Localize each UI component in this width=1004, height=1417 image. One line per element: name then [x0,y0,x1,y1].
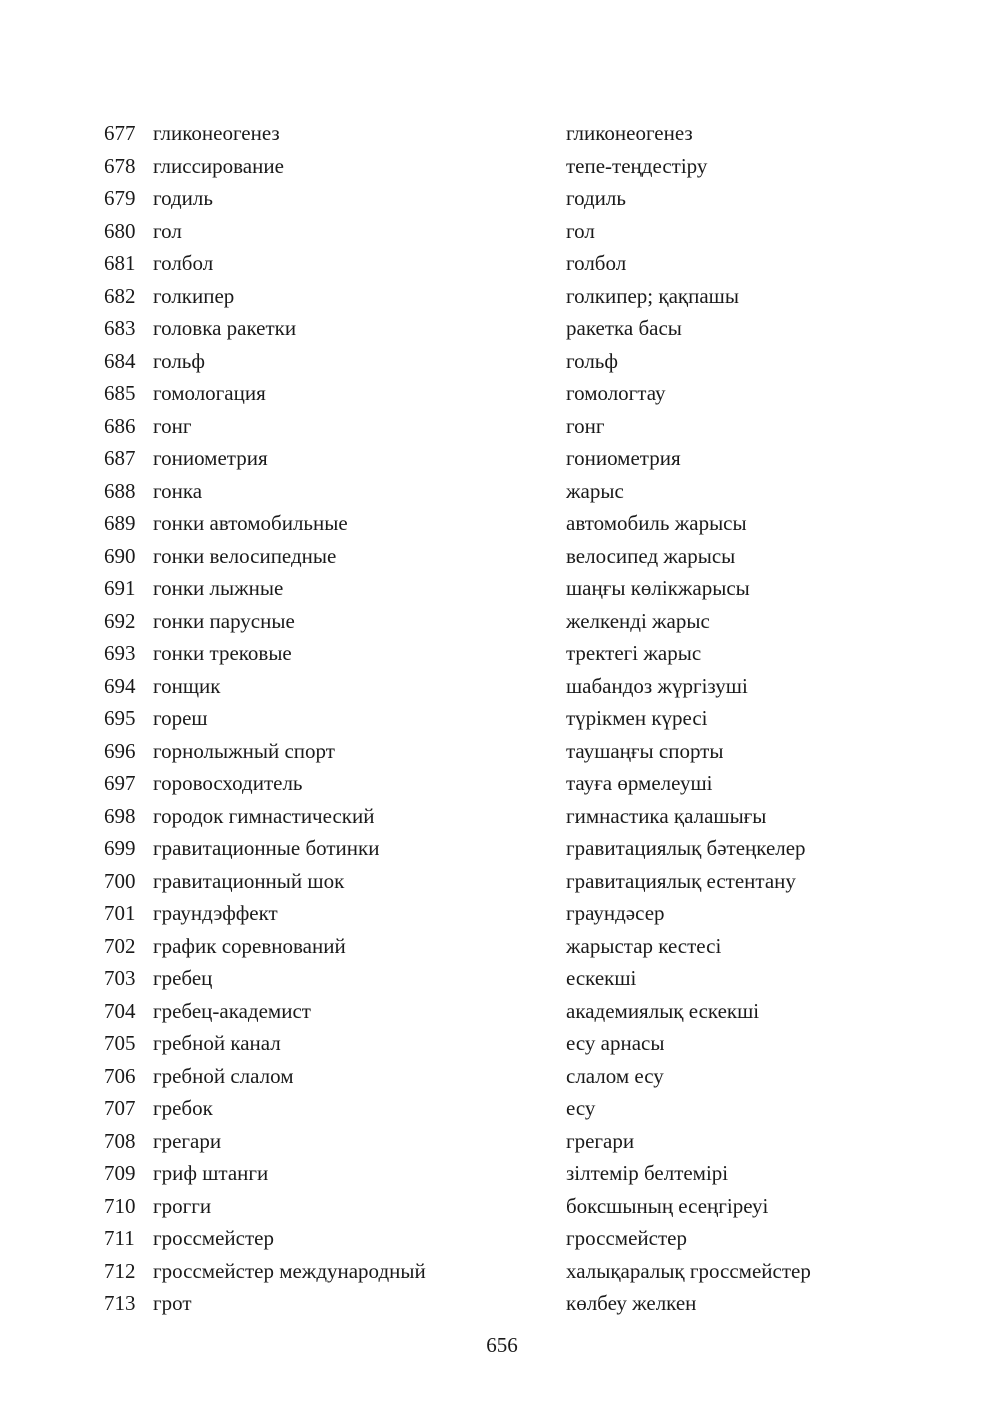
kazakh-term: автомобиль жарысы [566,511,747,535]
entry-number: 709 [104,1161,136,1185]
kazakh-term: жарыс [566,478,624,503]
glossary-row [104,670,904,703]
entry-number: 694 [104,673,136,698]
kazakh-term: гроссмейстер [566,1226,687,1250]
glossary-row [104,1027,904,1060]
entry-number: 712 [104,1258,136,1283]
russian-term: гонки велосипедные [153,543,337,568]
russian-term: гониометрия [153,446,268,470]
entry-number: 690 [104,543,136,568]
russian-term: гриф штанги [153,1161,269,1185]
kazakh-term: гравитациялық бәтеңкелер [566,836,806,860]
glossary-row [104,540,904,573]
russian-term: грегари [153,1128,222,1153]
russian-term: голкипер [153,283,235,308]
kazakh-term: тауға өрмелеуші [566,771,713,795]
entry-number: 705 [104,1031,136,1055]
glossary-row [104,247,904,280]
glossary-row [104,1092,904,1125]
kazakh-term: есу [566,1096,596,1120]
russian-term: гонки лыжные [153,576,284,600]
russian-term: глиссирование [153,153,284,178]
glossary-row [104,832,904,865]
glossary-row [104,995,904,1028]
russian-term: гонки парусные [153,608,295,633]
entry-number: 682 [104,283,136,308]
page-number: 656 [486,1333,518,1357]
glossary-row [104,637,904,670]
kazakh-term: көлбеу желкен [566,1291,697,1315]
kazakh-term: гомологтау [566,381,666,405]
entry-number: 691 [104,576,136,600]
russian-term: гликонеогенез [153,121,280,145]
glossary-row [104,605,904,638]
russian-term: гольф [153,348,205,373]
russian-term: гореш [153,706,208,730]
glossary-row [104,767,904,800]
entry-number: 681 [104,251,136,275]
glossary-row [104,1157,904,1190]
kazakh-term: боксшының есеңгіреуі [566,1193,769,1218]
kazakh-term: есу арнасы [566,1031,665,1055]
glossary-row [104,475,904,508]
entry-number: 703 [104,966,136,990]
kazakh-term: зілтемір белтемірі [566,1161,729,1185]
entry-number: 713 [104,1291,136,1315]
kazakh-term: голкипер; қақпашы [566,283,739,308]
russian-term: городок гимнастический [153,803,375,828]
entry-number: 679 [104,186,136,210]
kazakh-term: гониометрия [566,446,681,470]
kazakh-term: гол [566,218,595,243]
russian-term: грот [153,1291,192,1315]
kazakh-term: таушаңғы спорты [566,738,724,763]
russian-term: гребец-академист [153,998,311,1023]
glossary-row [104,1060,904,1093]
kazakh-term: академиялық ескекші [566,998,760,1023]
entry-number: 692 [104,608,136,633]
entry-number: 683 [104,316,136,340]
glossary-row [104,377,904,410]
entry-number: 678 [104,153,136,178]
entry-number: 686 [104,413,136,438]
glossary-row [104,702,904,735]
russian-term: гребок [153,1096,213,1120]
glossary-row [104,572,904,605]
russian-term: гравитационный шок [153,868,345,893]
russian-term: голбол [153,251,214,275]
entry-number: 688 [104,478,136,503]
entry-number: 700 [104,868,136,893]
kazakh-term: тректегі жарыс [566,641,702,665]
russian-term: гонщик [153,673,221,698]
entry-number: 677 [104,121,136,145]
entry-number: 699 [104,836,136,860]
glossary-row [104,117,904,150]
kazakh-term: голбол [566,251,627,275]
russian-term: график соревнований [153,933,346,958]
kazakh-term: тепе-теңдестіру [566,153,708,178]
entry-number: 710 [104,1193,136,1218]
kazakh-term: түрікмен күресі [566,706,708,730]
russian-term: гравитационные ботинки [153,836,380,860]
glossary-row [104,182,904,215]
glossary-row [104,507,904,540]
kazakh-term: ракетка басы [566,316,682,340]
kazakh-term: слалом есу [566,1063,664,1088]
russian-term: головка ракетки [153,316,297,340]
glossary-row [104,150,904,183]
glossary-row [104,1287,904,1320]
entry-number: 698 [104,803,136,828]
kazakh-term: гликонеогенез [566,121,693,145]
russian-term: горнолыжный спорт [153,738,335,763]
entry-number: 707 [104,1096,136,1120]
kazakh-term: халықаралық гроссмейстер [566,1258,811,1283]
glossary-row [104,865,904,898]
russian-term: гонки трековые [153,641,292,665]
kazakh-term: шаңғы көлікжарысы [566,576,750,600]
russian-term: гроссмейстер [153,1226,274,1250]
russian-term: годиль [153,186,213,210]
entry-number: 702 [104,933,136,958]
kazakh-term: грегари [566,1128,635,1153]
entry-number: 696 [104,738,136,763]
entry-number: 695 [104,706,136,730]
russian-term: грогги [153,1193,212,1218]
glossary-list [104,117,904,1320]
glossary-row [104,215,904,248]
entry-number: 693 [104,641,136,665]
glossary-row [104,897,904,930]
kazakh-term: желкенді жарыс [566,608,710,633]
russian-term: гол [153,218,182,243]
glossary-row [104,1222,904,1255]
entry-number: 680 [104,218,136,243]
kazakh-term: гонг [566,413,605,438]
entry-number: 706 [104,1063,136,1088]
russian-term: гонг [153,413,192,438]
glossary-row [104,410,904,443]
russian-term: горовосходитель [153,771,303,795]
russian-term: гомологация [153,381,266,405]
glossary-row [104,1125,904,1158]
kazakh-term: гольф [566,348,618,373]
russian-term: граундэффект [153,901,278,925]
kazakh-term: ескекші [566,966,637,990]
entry-number: 687 [104,446,136,470]
kazakh-term: шабандоз жүргізуші [566,673,748,698]
glossary-row [104,280,904,313]
glossary-row [104,345,904,378]
russian-term: гроссмейстер международный [153,1258,426,1283]
entry-number: 684 [104,348,136,373]
russian-term: гребной слалом [153,1063,294,1088]
entry-number: 685 [104,381,136,405]
entry-number: 689 [104,511,136,535]
kazakh-term: жарыстар кестесі [566,933,722,958]
kazakh-term: гравитациялық естентану [566,868,796,893]
glossary-row [104,442,904,475]
glossary-row [104,1255,904,1288]
kazakh-term: велосипед жарысы [566,543,736,568]
entry-number: 704 [104,998,136,1023]
russian-term: гребец [153,966,213,990]
russian-term: гонка [153,478,203,503]
glossary-row [104,312,904,345]
kazakh-term: граундәсер [566,901,665,925]
kazakh-term: гимнастика қалашығы [566,803,767,828]
glossary-row [104,800,904,833]
russian-term: гребной канал [153,1031,281,1055]
entry-number: 708 [104,1128,136,1153]
russian-term: гонки автомобильные [153,511,348,535]
kazakh-term: годиль [566,186,626,210]
entry-number: 701 [104,901,136,925]
glossary-row [104,962,904,995]
entry-number: 697 [104,771,136,795]
glossary-row [104,1190,904,1223]
entry-number: 711 [104,1226,135,1250]
glossary-row [104,930,904,963]
glossary-row [104,735,904,768]
